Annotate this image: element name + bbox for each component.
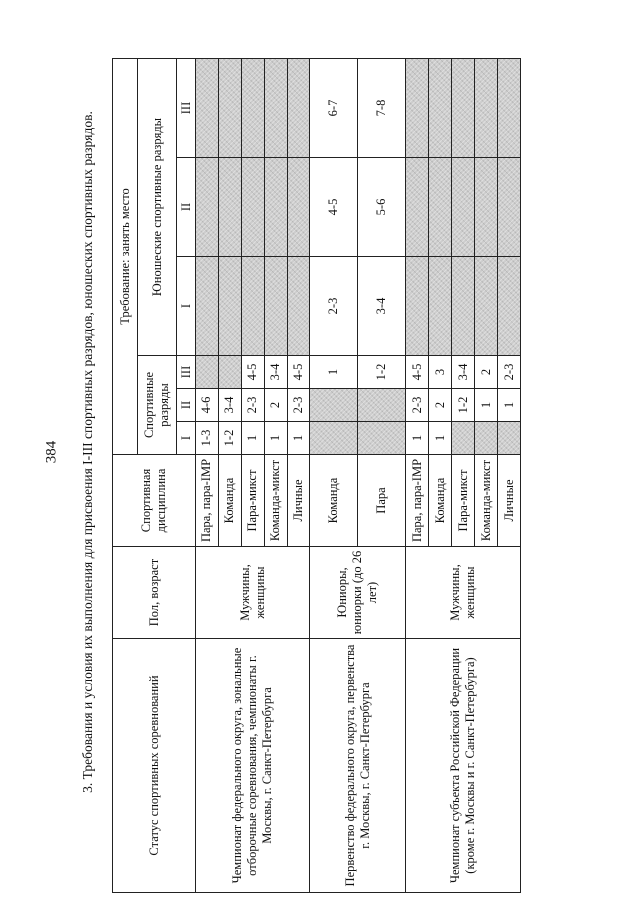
sport-rank-3-cell	[218, 356, 241, 389]
sport-rank-1-cell: 1-3	[196, 422, 219, 455]
youth-rank-2-cell	[475, 158, 498, 257]
sport-rank-1-cell	[310, 422, 358, 455]
discipline-cell: Команда-микст	[264, 455, 287, 547]
sport-rank-3-cell: 4-5	[287, 356, 310, 389]
youth-rank-1-cell	[406, 257, 429, 356]
youth-rank-1-cell	[287, 257, 310, 356]
header-youth-ranks: Юношеские спортивные разряды	[138, 58, 177, 355]
discipline-cell: Личные	[287, 455, 310, 547]
youth-rank-3-cell	[218, 58, 241, 157]
sport-rank-2-cell: 4-6	[196, 389, 219, 422]
youth-rank-2-cell	[452, 158, 475, 257]
sport-rank-2-cell	[358, 389, 406, 422]
discipline-cell: Пара, пара-IMP	[406, 455, 429, 547]
youth-rank-1-cell	[241, 257, 264, 356]
youth-rank-2-cell	[241, 158, 264, 257]
youth-rank-2-cell	[429, 158, 452, 257]
sport-rank-3-cell: 3	[429, 356, 452, 389]
header-sport-ranks: Спортивные разряды	[138, 356, 177, 455]
sport-rank-2-cell: 2-3	[241, 389, 264, 422]
header-youth-rank-2: II	[177, 158, 196, 257]
sport-rank-1-cell	[358, 422, 406, 455]
sport-rank-2-cell: 1	[498, 389, 521, 422]
youth-rank-2-cell: 5-6	[358, 158, 406, 257]
header-requirement: Требование: занять место	[113, 58, 138, 454]
header-discipline: Спортивная дисциплина	[113, 455, 196, 547]
header-gender-age: Пол, возраст	[113, 547, 196, 639]
sport-rank-1-cell: 1	[287, 422, 310, 455]
discipline-cell: Личные	[498, 455, 521, 547]
sport-rank-3-cell: 1	[310, 356, 358, 389]
discipline-cell: Команда-микст	[475, 455, 498, 547]
sport-rank-3-cell: 4-5	[406, 356, 429, 389]
youth-rank-2-cell: 4-5	[310, 158, 358, 257]
sport-rank-1-cell: 1-2	[218, 422, 241, 455]
youth-rank-2-cell	[498, 158, 521, 257]
youth-rank-3-cell	[241, 58, 264, 157]
youth-rank-1-cell	[498, 257, 521, 356]
sport-rank-3-cell: 2	[475, 356, 498, 389]
discipline-cell: Команда	[429, 455, 452, 547]
header-sport-rank-1: I	[177, 422, 196, 455]
sport-rank-3-cell: 4-5	[241, 356, 264, 389]
youth-rank-3-cell	[406, 58, 429, 157]
table-row	[196, 58, 219, 892]
header-sport-rank-2: II	[177, 389, 196, 422]
youth-rank-3-cell	[429, 58, 452, 157]
header-sport-rank-3: III	[177, 356, 196, 389]
youth-rank-3-cell: 6-7	[310, 58, 358, 157]
sport-rank-1-cell	[452, 422, 475, 455]
status-cell: Чемпионат субъекта Российской Федерации (кроме г. Москвы и г. Санкт-Петербурга)	[406, 639, 521, 893]
sport-rank-2-cell: 1-2	[452, 389, 475, 422]
youth-rank-1-cell	[218, 257, 241, 356]
youth-rank-2-cell	[218, 158, 241, 257]
discipline-cell: Пара, пара-IMP	[196, 455, 219, 547]
youth-rank-3-cell	[498, 58, 521, 157]
status-cell: Первенство федерального округа, первенства г. Москвы, г. Санкт-Петербурга	[310, 639, 406, 893]
youth-rank-2-cell	[406, 158, 429, 257]
table-row	[406, 58, 429, 892]
header-youth-rank-3: III	[177, 58, 196, 157]
youth-rank-1-cell	[452, 257, 475, 356]
sport-rank-2-cell: 2-3	[406, 389, 429, 422]
table-row	[310, 58, 358, 892]
youth-rank-2-cell	[287, 158, 310, 257]
sport-rank-1-cell: 1	[406, 422, 429, 455]
youth-rank-1-cell: 2-3	[310, 257, 358, 356]
sport-rank-3-cell: 2-3	[498, 356, 521, 389]
youth-rank-3-cell	[264, 58, 287, 157]
requirements-table	[112, 58, 521, 893]
page-number: 384	[43, 440, 60, 464]
youth-rank-1-cell: 3-4	[358, 257, 406, 356]
sport-rank-2-cell: 3-4	[218, 389, 241, 422]
youth-rank-1-cell	[264, 257, 287, 356]
youth-rank-3-cell	[452, 58, 475, 157]
discipline-cell: Пара	[358, 455, 406, 547]
youth-rank-1-cell	[429, 257, 452, 356]
youth-rank-2-cell	[196, 158, 219, 257]
sport-rank-1-cell: 1	[429, 422, 452, 455]
youth-rank-1-cell	[196, 257, 219, 356]
discipline-cell: Команда	[310, 455, 358, 547]
sport-rank-1-cell	[475, 422, 498, 455]
sport-rank-3-cell	[196, 356, 219, 389]
sport-rank-3-cell: 3-4	[264, 356, 287, 389]
sport-rank-2-cell	[310, 389, 358, 422]
gender-cell: Мужчины, женщины	[196, 547, 310, 639]
youth-rank-1-cell	[475, 257, 498, 356]
rotated-table-container	[112, 59, 521, 893]
gender-cell: Юниоры, юниорки (до 26 лет)	[310, 547, 406, 639]
header-youth-rank-1: I	[177, 257, 196, 356]
discipline-cell: Пара-микст	[452, 455, 475, 547]
section-heading: 3. Требования и условия их выполнения для присвоения I-III спортивных разрядов, юношеских спортивных разрядов.	[80, 111, 95, 793]
sport-rank-1-cell: 1	[241, 422, 264, 455]
header-status: Статус спортивных соревнований	[113, 639, 196, 893]
sport-rank-2-cell: 1	[475, 389, 498, 422]
youth-rank-3-cell: 7-8	[358, 58, 406, 157]
sport-rank-2-cell: 2-3	[287, 389, 310, 422]
status-cell: Чемпионат федерального округа, зональные отборочные соревнования, чемпионаты г. Москвы, г. Санкт-Петербурга	[196, 639, 310, 893]
sport-rank-3-cell: 1-2	[358, 356, 406, 389]
sport-rank-1-cell	[498, 422, 521, 455]
sport-rank-2-cell: 2	[429, 389, 452, 422]
youth-rank-3-cell	[196, 58, 219, 157]
sport-rank-2-cell: 2	[264, 389, 287, 422]
youth-rank-3-cell	[475, 58, 498, 157]
gender-cell: Мужчины, женщины	[406, 547, 521, 639]
discipline-cell: Пара-микст	[241, 455, 264, 547]
discipline-cell: Команда	[218, 455, 241, 547]
sport-rank-1-cell: 1	[264, 422, 287, 455]
sport-rank-3-cell: 3-4	[452, 356, 475, 389]
youth-rank-3-cell	[287, 58, 310, 157]
youth-rank-2-cell	[264, 158, 287, 257]
